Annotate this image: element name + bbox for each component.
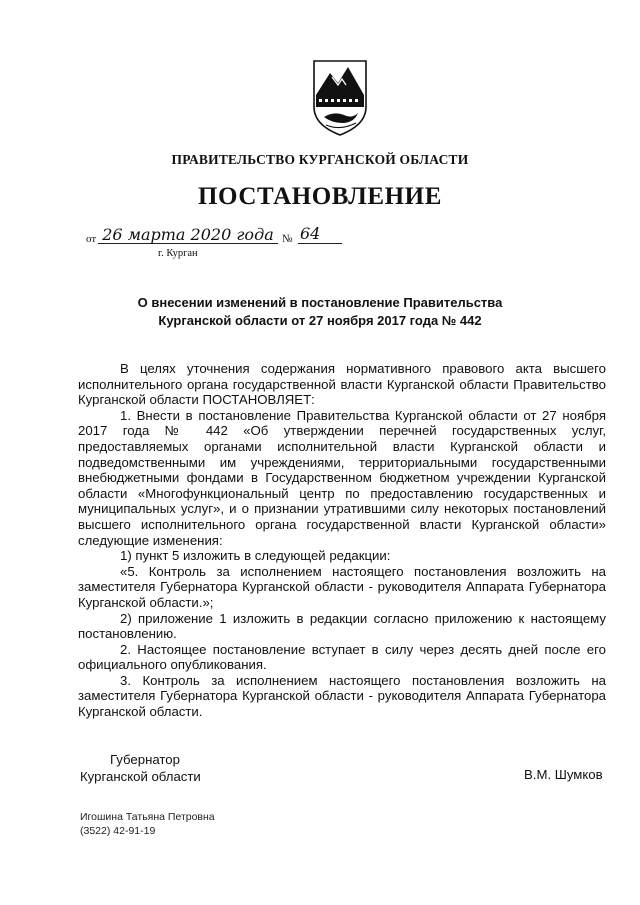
handwritten-date: 26 марта 2020 года <box>102 225 274 244</box>
date-from-label: от <box>86 233 97 245</box>
executor-contact <box>80 810 215 838</box>
number-underline <box>298 243 342 244</box>
document-dateline <box>86 224 356 264</box>
document-body <box>78 361 606 720</box>
paragraph-item-3: 3. Контроль за исполнением настоящего постановления возложить на заместителя Губернатора Курганской области - руководителя Аппарата Губернатора Курганской области. <box>78 672 606 720</box>
executor-name: Игошина Татьяна Петровна <box>80 811 215 823</box>
signatory-region: Курганской области <box>80 769 201 784</box>
handwritten-number: 64 <box>300 224 321 243</box>
signatory-position <box>80 751 201 785</box>
paragraph-subitem-1: 1) пункт 5 изложить в следующей редакции: <box>120 548 391 564</box>
document-type-title: ПОСТАНОВЛЕНИЕ <box>197 183 443 210</box>
signatory-title: Губернатор <box>110 752 180 767</box>
city-label: г. Курган <box>158 248 198 259</box>
paragraph-item-2: 2. Настоящее постановление вступает в силу через десять дней после его официального опубликования. <box>78 641 606 673</box>
subject-line: О внесении изменений в постановление Правительства <box>137 295 503 310</box>
number-label: № <box>282 233 293 245</box>
document-subject <box>0 294 640 330</box>
executor-phone: (3522) 42-91-19 <box>80 825 156 837</box>
date-underline <box>98 243 278 244</box>
subject-line: Курганской области от 27 ноября 2017 года № 442 <box>158 313 482 328</box>
signatory-name: В.М. Шумков <box>524 767 603 782</box>
paragraph-item-1: 1. Внести в постановление Правительства Курганской области от 27 ноября 2017 года № 442 «Об утверждении перечней государственных услуг, предоставляемых органами исполнительной власти Курганской области и подведомственными им учреждениями, территориальными государственными внебюджетными фондами в Государственном бюджетном учреждении Курганской области «Многофункциональный центр по предоставлению государственных и муниципальных услуг», и о признании утратившими силу некоторых постановлений высшего исполнительного органа государственной власти Курганской области» следующие изменения: <box>78 407 606 548</box>
organization-name: ПРАВИТЕЛЬСТВО КУРГАНСКОЙ ОБЛАСТИ <box>171 152 469 167</box>
paragraph-subitem-2: 2) приложение 1 изложить в редакции согласно приложению к настоящему постановлению. <box>78 610 606 642</box>
paragraph-quoted-item-5: «5. Контроль за исполнением настоящего постановления возложить на заместителя Губернатора Курганской области - руководителя Аппарата Губернатора Курганской области.»; <box>78 563 606 610</box>
paragraph-preamble: В целях уточнения содержания нормативного правового акта высшего исполнительного органа государственной власти Курганской области Правительство Курганской области ПОСТАНОВЛЯЕТ: <box>78 361 606 408</box>
coat-of-arms-icon <box>300 55 382 147</box>
